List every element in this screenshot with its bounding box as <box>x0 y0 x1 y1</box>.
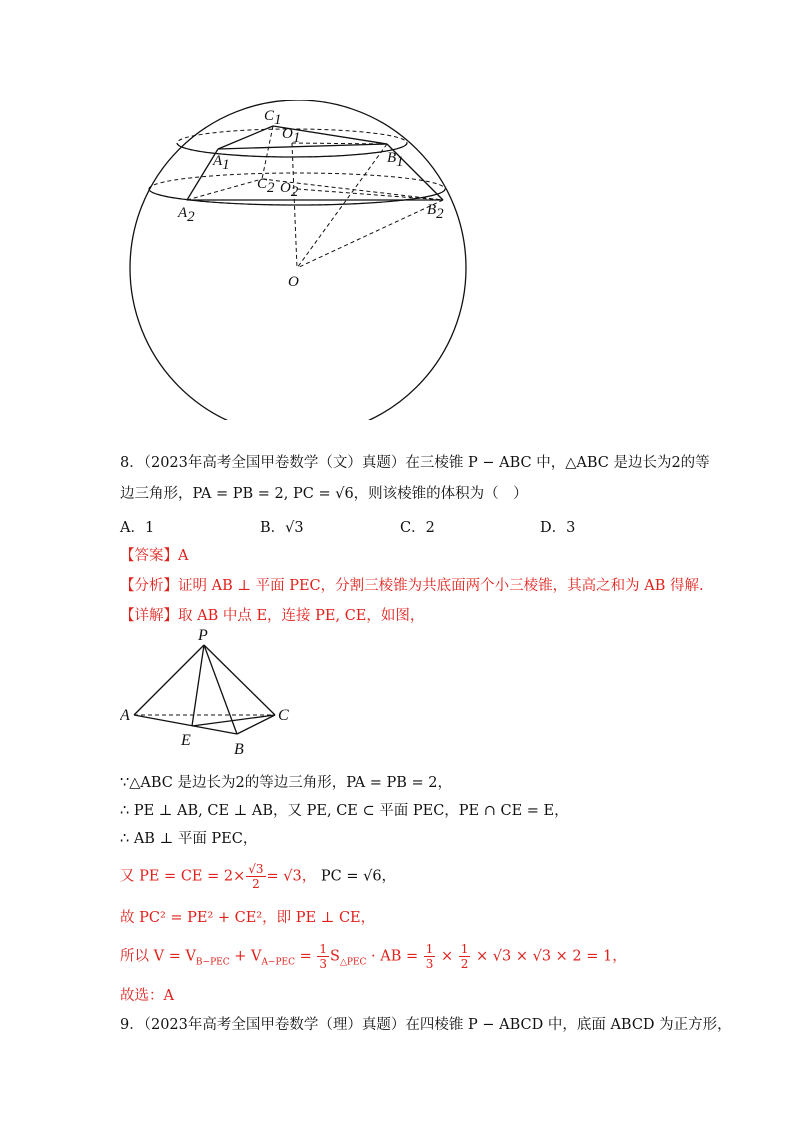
step4-part-b: = √3， <box>266 868 317 885</box>
solution-step-4 <box>120 862 396 891</box>
label-O1: O1 <box>282 126 301 146</box>
solution-step-5: 故 PC² = PE² + CE²，即 PE ⊥ CE， <box>120 910 376 926</box>
frac-den: 3 <box>425 957 434 971</box>
step6-f: × <box>436 948 458 965</box>
step6-e: · AB = <box>366 948 423 965</box>
fraction-1-2 <box>459 942 471 971</box>
fraction-numerator: √3 <box>248 862 264 876</box>
solution-step-3: ∴ AB ⊥ 平面 PEC， <box>120 831 258 847</box>
fraction-denominator: 2 <box>252 877 260 891</box>
analysis-line: 【分析】证明 AB ⊥ 平面 PEC，分割三棱锥为共底面两个小三棱锥，其高之和为 AB 得解. <box>120 578 704 594</box>
label-C: C <box>278 707 289 724</box>
q9-stem-line1: 9．（2023年高考全国甲卷数学（理）真题）在四棱锥 P − ABCD 中，底面 ABCD 为正方形， <box>120 1017 732 1033</box>
option-d[interactable]: D．3 <box>540 520 576 536</box>
label-B: B <box>234 741 244 758</box>
step6-b: + V <box>229 948 262 965</box>
fraction-1-3-a <box>317 942 329 971</box>
option-a[interactable]: A．1 <box>120 520 155 536</box>
step6-c: = <box>295 948 317 965</box>
final-answer: 故选：A <box>120 988 174 1004</box>
sphere-figure <box>125 100 475 420</box>
tetrahedron-figure <box>120 625 300 760</box>
step6-g: × √3 × √3 × 2 = 1， <box>471 948 627 965</box>
frac-den: 2 <box>460 957 469 971</box>
label-O: O <box>288 274 299 290</box>
step6-sub2: A−PEC <box>261 957 295 968</box>
solution-step-6 <box>120 942 627 972</box>
step6-a: 所以 V = V <box>120 948 196 965</box>
answer-line: 【答案】A <box>120 548 189 564</box>
frac-den: 3 <box>319 957 328 971</box>
step6-d: S <box>330 948 340 965</box>
solution-step-2: ∴ PE ⊥ AB, CE ⊥ AB，又 PE, CE ⊂ 平面 PEC，PE ∩ CE = E， <box>120 803 569 819</box>
sphere-outline <box>130 100 466 420</box>
detail-intro-line: 【详解】取 AB 中点 E，连接 PE, CE，如图， <box>120 608 425 624</box>
option-c[interactable]: C．2 <box>400 520 435 536</box>
frac-num: 1 <box>425 942 434 956</box>
fraction-sqrt3-over-2 <box>246 862 265 891</box>
step4-part-c: PC = √6， <box>320 868 397 885</box>
solution-step-1: ∵△ABC 是边长为2的等边三角形，PA = PB = 2， <box>120 775 452 791</box>
frac-num: 1 <box>460 942 469 956</box>
label-A2: A2 <box>178 205 195 225</box>
fraction-1-3-b <box>424 942 436 971</box>
frac-num: 1 <box>319 942 328 956</box>
label-O2: O2 <box>280 180 299 200</box>
label-A: A <box>120 707 130 724</box>
label-E: E <box>181 732 191 749</box>
q8-stem-line1: 8．（2023年高考全国甲卷数学（文）真题）在三棱锥 P − ABC 中，△ABC 是边长为2的等 <box>120 455 710 471</box>
label-C1: C1 <box>264 108 282 128</box>
label-B1: B1 <box>387 150 404 170</box>
q8-stem-line2: 边三角形，PA = PB = 2, PC = √6，则该棱锥的体积为（ ） <box>120 486 528 502</box>
label-A1: A1 <box>213 153 230 173</box>
label-P: P <box>198 627 208 644</box>
label-C2: C2 <box>257 176 275 196</box>
label-B2: B2 <box>427 202 444 222</box>
step6-sub1: B−PEC <box>195 957 230 968</box>
step6-sub3: △PEC <box>339 957 367 968</box>
step4-part-a: 又 PE = CE = 2× <box>120 868 246 885</box>
option-b[interactable]: B．√3 <box>260 520 304 536</box>
